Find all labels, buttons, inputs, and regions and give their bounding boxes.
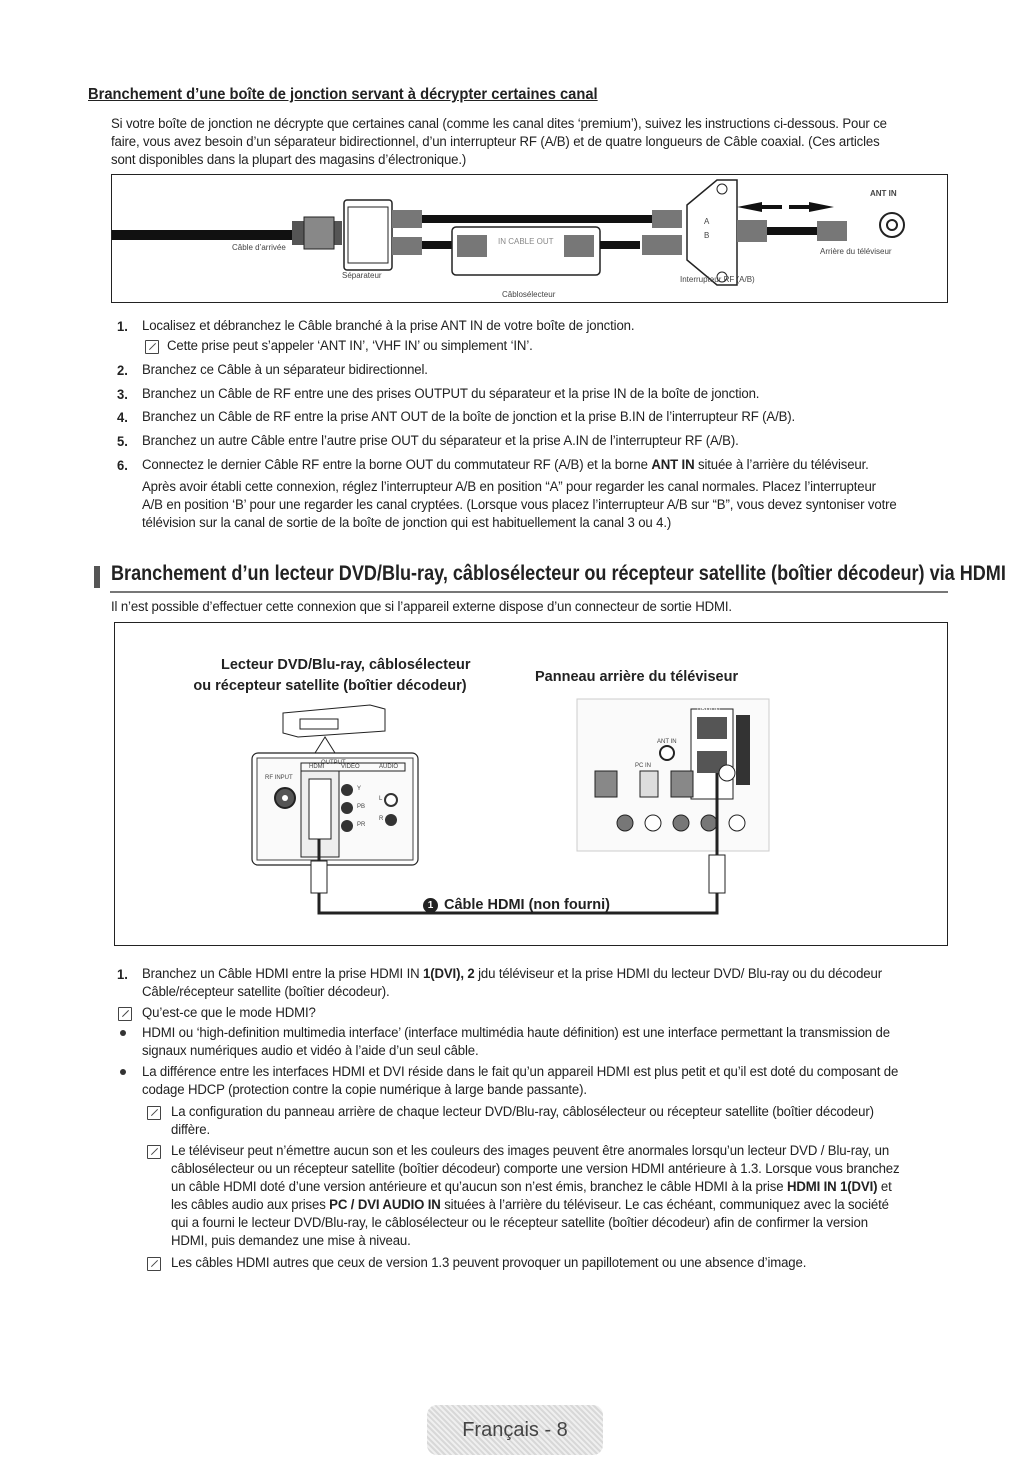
pc-in-label: PC IN [635, 763, 652, 769]
step-text-bold: 1(DVI), 2 [423, 966, 475, 982]
note-text-line5: qui a fourni le lecteur DVD/Blu-ray, le câblosélecteur ou le récepteur satellite (boîtier décodeur) afin de confirmer la version [171, 1215, 868, 1231]
l-label: L [379, 796, 383, 802]
step-text-part: Branchez un Câble HDMI entre la prise HDMI IN [142, 966, 424, 982]
step-text [142, 966, 882, 984]
output-label: OUTPUT [321, 760, 346, 766]
step-number: 6. [117, 457, 128, 473]
note-text-line1: La configuration du panneau arrière de chaque lecteur DVD/Blu-ray, câblosélecteur ou récepteur satellite (boîtier décodeur) [171, 1104, 874, 1120]
rf-switch-label: Interrupteur RF (A/B) [680, 275, 755, 284]
bullet-text-line2: codage HDCP (protection contre la copie numérique à large bande passante). [142, 1082, 587, 1098]
device-title-line1: Lecteur DVD/Blu-ray, câblosélecteur [221, 657, 471, 673]
step-number: 5. [117, 433, 128, 449]
cable-number-badge: 1 [423, 898, 438, 913]
hdmi-cable-label: Câble HDMI (non fourni) [444, 897, 610, 913]
step-number: 4. [117, 409, 128, 425]
note-text-part: situées à l’arrière du téléviseur. Le cas échéant, communiquez avec la société [440, 1197, 889, 1213]
hdmi-in-label: HDMI IN [697, 709, 720, 715]
bullet-text-line2: signaux numériques audio et vidéo à l’aide d’un seul câble. [142, 1043, 479, 1059]
section2-title: Branchement d’un lecteur DVD/Blu-ray, câblosélecteur ou récepteur satellite (boîtier décodeur) via HDMI [111, 562, 1006, 585]
note-text-line2: diffère. [171, 1122, 210, 1138]
cable-in-label: Câble d’arrivée [232, 243, 286, 252]
tv-rear-label: Arrière du téléviseur [820, 247, 892, 256]
note-icon [145, 340, 159, 354]
bullet-text-line1: HDMI ou ‘high-definition multimedia interface’ (interface multimédia haute définition) est une interface permettant la transmission de [142, 1025, 890, 1041]
switch-a-label: A [704, 217, 710, 226]
video-label: VIDEO [341, 764, 360, 770]
note-text-bold: PC / DVI AUDIO IN [329, 1197, 441, 1213]
after-text-line2: A/B en position ‘B’ pour une regarder les canal cryptées. (Lorsque vous placez l’interrupteur A/B sur “B”, vous devez syntoniser votre [142, 497, 897, 513]
r-label: R [379, 816, 384, 822]
step-text: Branchez ce Câble à un séparateur bidirectionnel. [142, 362, 428, 378]
step-text [142, 457, 869, 475]
note-text-line4 [171, 1197, 889, 1215]
bullet-icon [120, 1069, 126, 1075]
cable-box-ports-label: IN CABLE OUT [498, 237, 554, 246]
switch-b-label: B [704, 231, 710, 240]
step-number: 3. [117, 386, 128, 402]
pb-label: PB [357, 804, 366, 810]
after-text-line3: télévision sur la canal de sortie de la boîte de jonction qui est habituellement la canal 3 ou 4.) [142, 515, 672, 531]
note-text: Cette prise peut s’appeler ‘ANT IN’, ‘VHF IN’ ou simplement ‘IN’. [167, 338, 533, 354]
note-text-line1: Le téléviseur peut n’émettre aucun son et les couleurs des images peuvent être anormales lorsqu’un lecteur DVD / Blu-ray, un [171, 1143, 890, 1159]
note-text-part: et [877, 1179, 892, 1195]
question-text: Qu’est-ce que le mode HDMI? [142, 1005, 316, 1021]
note-icon [147, 1106, 161, 1120]
ant-in-label: ANT IN [870, 189, 897, 198]
step-text: Localisez et débranchez le Câble branché à la prise ANT IN de votre boîte de jonction. [142, 318, 635, 334]
section1-intro-line2: faire, vous avez besoin d’un séparateur bidirectionnel, d’un interrupteur RF (A/B) et de quatre longueurs de Câble coaxial. (Ces articles [111, 134, 880, 150]
section1-intro-line1: Si votre boîte de jonction ne décrypte que certaines canal (comme les canal dites ‘premium’), suivez les instructions ci-dessous. Pour ce [111, 116, 887, 132]
step-text: Branchez un Câble de RF entre la prise ANT OUT de la boîte de jonction et la prise B.IN de l’interrupteur RF (A/B). [142, 409, 796, 425]
y-label: Y [357, 786, 362, 792]
note-text: Les câbles HDMI autres que ceux de version 1.3 peuvent provoquer un papillotement ou une absence d’image. [171, 1255, 807, 1271]
section1-title: Branchement d’une boîte de jonction servant à décrypter certaines canal [88, 86, 598, 103]
note-text-line6: HDMI, puis demandez une mise à niveau. [171, 1233, 411, 1249]
hdmi-label: HDMI [309, 764, 325, 770]
rf-input-label: RF INPUT [265, 775, 293, 781]
splitter-label: Séparateur [342, 271, 382, 280]
step-number: 1. [117, 966, 128, 982]
section-marker [94, 566, 100, 588]
step-number: 1. [117, 318, 128, 334]
after-text-line1: Après avoir établi cette connexion, réglez l’interrupteur A/B en position “A” pour regarder les canal normales. Placez l’interrupteur [142, 479, 876, 495]
note-icon [147, 1257, 161, 1271]
device-title-line2: ou récepteur satellite (boîtier décodeur) [193, 678, 467, 694]
step-text-part: Connectez le dernier Câble RF entre la borne OUT du commutateur RF (A/B) et la borne [142, 457, 652, 473]
page-number: Français - 8 [462, 1419, 568, 1441]
pr-label: PR [357, 822, 366, 828]
section-divider [110, 591, 948, 593]
step-text-bold: ANT IN [651, 457, 695, 473]
note-text-part: les câbles audio aux prises [171, 1197, 330, 1213]
tv-ant-in-label: ANT IN [657, 739, 677, 745]
note-icon [147, 1145, 161, 1159]
note-icon [118, 1007, 132, 1021]
note-text-bold: HDMI IN 1(DVI) [786, 1179, 878, 1195]
step-text-line2: Câble/récepteur satellite (boîtier décodeur). [142, 984, 390, 1000]
note-text-line3 [171, 1179, 892, 1197]
section1-intro-line3: sont disponibles dans la plupart des magasins d’électronique.) [111, 152, 467, 168]
cable-box-label: Câblosélecteur [502, 290, 556, 299]
step-text-part: située à l’arrière du téléviseur. [694, 457, 869, 473]
note-text-line2: câblosélecteur ou un récepteur satellite (boîtier décodeur) comporte une version HDMI antérieure à 1.3. Lorsque vous branchez [171, 1161, 900, 1177]
step-text-part: jdu téléviseur et la prise HDMI du lecteur DVD/ Blu-ray ou du décodeur [474, 966, 882, 982]
hdmi-diagram [114, 622, 948, 946]
step-text: Branchez un autre Câble entre l’autre prise OUT du séparateur et la prise A.IN de l’interrupteur RF (A/B). [142, 433, 739, 449]
note-text-part: un câble HDMI doté d’une version antérieure et qu’aucun son n’est émis, branchez le câble HDMI à la prise [171, 1179, 787, 1195]
tv-panel-title: Panneau arrière du téléviseur [535, 669, 739, 685]
step-number: 2. [117, 362, 128, 378]
section2-intro: Il n’est possible d’effectuer cette connexion que si l’appareil externe dispose d’un connecteur de sortie HDMI. [111, 599, 732, 615]
bullet-text-line1: La différence entre les interfaces HDMI et DVI réside dans le fait qu’un appareil HDMI est plus petit et qu’il est doté du composant de [142, 1064, 899, 1080]
audio-label: AUDIO [379, 764, 399, 770]
bullet-icon [120, 1030, 126, 1036]
splitter-diagram [111, 174, 948, 303]
step-text: Branchez un Câble de RF entre une des prises OUTPUT du séparateur et la prise IN de la boîte de jonction. [142, 386, 760, 402]
